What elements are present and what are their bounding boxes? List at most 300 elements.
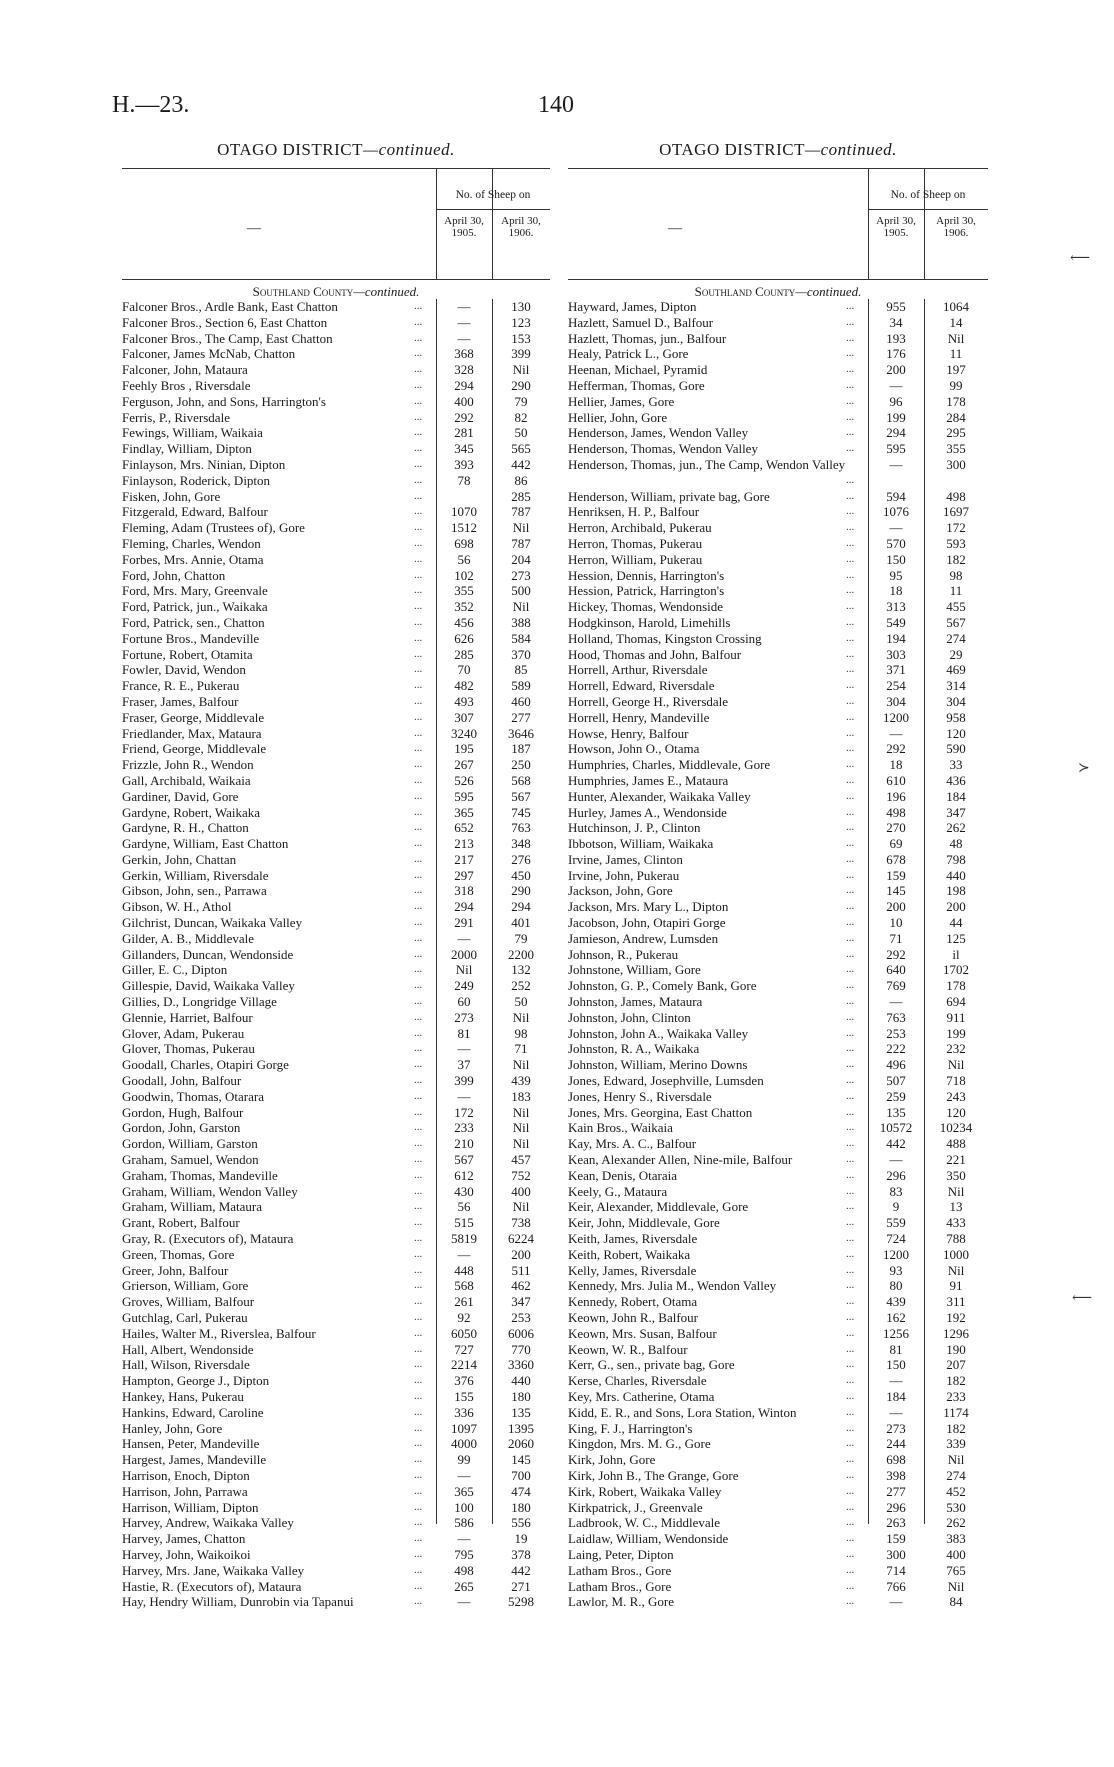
owner-name: Henriksen, H. P., Balfour [568, 504, 700, 520]
sheep-count-1905: 102 [454, 567, 474, 583]
sheep-count-1906: 460 [511, 693, 531, 709]
leader-dots: ... [414, 457, 423, 470]
sheep-count-1906: 199 [946, 1025, 966, 1041]
owner-name: Falconer, James McNab, Chatton [122, 346, 296, 362]
table-row [568, 346, 988, 362]
owner-name: Henderson, James, Wendon Valley [568, 425, 749, 441]
leader-dots: ... [846, 505, 855, 518]
owner-name: Forbes, Mrs. Annie, Otama [122, 551, 264, 567]
table-row [568, 741, 988, 757]
table-row [568, 1278, 988, 1294]
owner-name: Ford, John, Chatton [122, 567, 226, 583]
sheep-count-1906: Nil [947, 330, 965, 346]
leader-dots: ... [846, 378, 855, 391]
table-row [568, 694, 988, 710]
owner-name: Glover, Adam, Pukerau [122, 1025, 245, 1041]
sheep-count-1906: 567 [511, 788, 531, 804]
sheep-count-1906: 6006 [508, 1325, 534, 1341]
sheep-count-1906: 79 [514, 930, 528, 946]
table-row [568, 883, 988, 899]
leader-dots: ... [846, 837, 855, 850]
leader-dots: ... [414, 1500, 423, 1513]
sheep-count-1905: — [457, 1594, 471, 1610]
sheep-count-1905: 244 [886, 1436, 906, 1452]
owner-name: Harrison, John, Parrawa [122, 1483, 248, 1499]
sheep-count-1905: 37 [457, 1057, 471, 1073]
leader-dots: ... [414, 584, 423, 597]
sheep-count-1906: 221 [946, 1152, 966, 1168]
owner-name: Hailes, Walter M., Riverslea, Balfour [122, 1325, 316, 1341]
table-row [122, 757, 550, 773]
table-row [122, 331, 550, 347]
sheep-count-1905: 496 [886, 1057, 906, 1073]
sheep-count-1906: 182 [946, 551, 966, 567]
owner-name: Grierson, William, Gore [122, 1278, 249, 1294]
sheep-count-1906: 243 [946, 1088, 966, 1104]
leader-dots: ... [846, 1042, 855, 1055]
sheep-count-1906: 589 [511, 678, 531, 694]
sheep-count-1906: 178 [946, 978, 966, 994]
table-row [568, 1089, 988, 1105]
sheep-count-1906: 262 [946, 820, 966, 836]
sheep-count-1906: 180 [511, 1499, 531, 1515]
sheep-count-1906: 311 [946, 1294, 966, 1310]
table-row [122, 1215, 550, 1231]
sheep-count-1906: 500 [511, 583, 531, 599]
sheep-count-1906: 290 [511, 377, 531, 393]
owner-name: Gordon, William, Garston [122, 1136, 258, 1152]
table-row [122, 583, 550, 599]
table-row [122, 1041, 550, 1057]
table-row [568, 315, 988, 331]
table-row [122, 299, 550, 315]
owner-name: Ford, Patrick, jun., Waikaka [122, 599, 268, 615]
table-row [122, 978, 550, 994]
table-row [122, 678, 550, 694]
owner-name: Gardyne, Robert, Waikaka [122, 804, 261, 820]
county-heading [122, 284, 550, 299]
table-row [568, 1468, 988, 1484]
right-column [568, 140, 988, 1610]
sheep-count-1906: 442 [511, 1562, 531, 1578]
sheep-count-1905: 328 [454, 362, 474, 378]
sheep-count-1905: 3240 [451, 725, 477, 741]
owner-name: Gardiner, David, Gore [122, 788, 239, 804]
sheep-count-1906: 452 [946, 1483, 966, 1499]
leader-dots: ... [414, 631, 423, 644]
table-row [122, 836, 550, 852]
sheep-count-1905: 200 [886, 362, 906, 378]
sheep-count-1906: 347 [946, 804, 966, 820]
sheep-count-1905: — [457, 314, 471, 330]
leader-dots: ... [414, 1342, 423, 1355]
sheep-count-1906: 91 [949, 1278, 963, 1294]
owner-name: Fleming, Adam (Trustees of), Gore [122, 520, 305, 536]
sheep-count-1906: 11 [949, 346, 963, 362]
sheep-count-1906: 182 [946, 1420, 966, 1436]
name-column-header: — [668, 221, 682, 236]
sheep-count-1905: Nil [455, 962, 473, 978]
table-row [568, 599, 988, 615]
owner-name: Graham, Samuel, Wendon [122, 1152, 259, 1168]
sheep-count-1906: 153 [511, 330, 531, 346]
sheep-count-1905: 100 [454, 1499, 474, 1515]
sheep-count-1906: 399 [511, 346, 531, 362]
leader-dots: ... [846, 679, 855, 692]
leader-dots: ... [846, 521, 855, 534]
district-title-suffix: —continued. [804, 140, 897, 159]
owner-name: Hellier, John, Gore [568, 409, 668, 425]
sheep-count-1906: Nil [947, 1262, 965, 1278]
leader-dots: ... [846, 315, 855, 328]
owner-name: Keir, Alexander, Middlevale, Gore [568, 1199, 749, 1215]
sheep-count-1905: 285 [454, 646, 474, 662]
leader-dots: ... [414, 394, 423, 407]
sheep-count-1906: 455 [946, 599, 966, 615]
district-title-suffix: —continued. [362, 140, 455, 159]
table-row [568, 994, 988, 1010]
leader-dots: ... [414, 995, 423, 1008]
table-row [122, 883, 550, 899]
leader-dots: ... [846, 300, 855, 312]
sheep-count-1906: 593 [946, 535, 966, 551]
leader-dots: ... [846, 410, 855, 423]
sheep-count-1906: 798 [946, 851, 966, 867]
sheep-count-1906: 14 [949, 314, 963, 330]
sheep-count-1906: 530 [946, 1499, 966, 1515]
sheep-count-1906: 232 [946, 1041, 966, 1057]
sheep-count-1905: 595 [454, 788, 474, 804]
leader-dots: ... [414, 805, 423, 818]
sheep-count-1905: — [457, 1531, 471, 1547]
owner-name: Hankins, Edward, Caroline [122, 1404, 264, 1420]
leader-dots: ... [846, 947, 855, 960]
district-title [122, 140, 550, 168]
leader-dots: ... [414, 931, 423, 944]
sheep-count-1906: 355 [946, 441, 966, 457]
sheep-count-1905: 273 [454, 1009, 474, 1025]
leader-dots: ... [846, 1184, 855, 1197]
sheep-count-1905: 595 [886, 441, 906, 457]
sheep-count-1905: 456 [454, 614, 474, 630]
sheep-count-1906: il [952, 946, 960, 962]
owner-name: Falconer Bros., The Camp, East Chatton [122, 330, 333, 346]
leader-dots: ... [414, 1074, 423, 1087]
sheep-count-1905: 56 [457, 551, 471, 567]
leader-dots: ... [414, 663, 423, 676]
leader-dots: ... [846, 742, 855, 755]
sheep-count-1906: Nil [512, 1057, 530, 1073]
sheep-count-1906: 718 [946, 1073, 966, 1089]
table-row [122, 789, 550, 805]
leader-dots: ... [846, 1105, 855, 1118]
owner-name: Gray, R. (Executors of), Mataura [122, 1231, 294, 1247]
owner-name: Hansen, Peter, Mandeville [122, 1436, 260, 1452]
sheep-count-1906: 11 [949, 583, 963, 599]
owner-name: Hastie, R. (Executors of), Mataura [122, 1578, 302, 1594]
leader-dots: ... [414, 979, 423, 992]
table-row [122, 1168, 550, 1184]
table-row [122, 1073, 550, 1089]
sheep-count-1905: 549 [886, 614, 906, 630]
owner-name: Fitzgerald, Edward, Balfour [122, 504, 268, 520]
owner-name: Frizzle, John R., Wendon [122, 757, 254, 773]
table-row [568, 378, 988, 394]
sheep-count-1906: 488 [946, 1136, 966, 1152]
owner-name: Hession, Patrick, Harrington's [568, 583, 725, 599]
table-row [568, 757, 988, 773]
owner-name: Goodall, John, Balfour [122, 1073, 242, 1089]
sheep-count-1905: — [457, 1246, 471, 1262]
sheep-count-1905: 698 [886, 1452, 906, 1468]
sheep-count-1905: 430 [454, 1183, 474, 1199]
sheep-count-1906: 765 [946, 1562, 966, 1578]
sheep-count-1906: 590 [946, 741, 966, 757]
year-1906-header [492, 215, 550, 239]
name-column-header: — [247, 221, 261, 236]
owner-name: Gillies, D., Longridge Village [122, 994, 277, 1010]
table-row [122, 1310, 550, 1326]
owner-name: Johnston, William, Merino Downs [568, 1057, 748, 1073]
table-row [122, 726, 550, 742]
leader-dots: ... [414, 1547, 423, 1560]
leader-dots: ... [414, 473, 423, 486]
sheep-count-1905: 297 [454, 867, 474, 883]
table-row [122, 568, 550, 584]
table-row [122, 1184, 550, 1200]
owner-name: Hargest, James, Mandeville [122, 1452, 267, 1468]
leader-dots: ... [414, 505, 423, 518]
sheep-count-1906: 120 [946, 1104, 966, 1120]
table-row [122, 1531, 550, 1547]
sheep-count-1905: 273 [886, 1420, 906, 1436]
table-row [568, 425, 988, 441]
county-suffix: —continued. [353, 284, 420, 299]
sheep-count-1905: 259 [886, 1088, 906, 1104]
table-row [568, 1136, 988, 1152]
sheep-count-1906: 184 [946, 788, 966, 804]
leader-dots: ... [414, 1263, 423, 1276]
sheep-count-1905: 267 [454, 757, 474, 773]
owner-name: Kennedy, Mrs. Julia M., Wendon Valley [568, 1278, 777, 1294]
table-row [122, 710, 550, 726]
sheep-count-1906: 253 [511, 1310, 531, 1325]
table-row [122, 599, 550, 615]
sheep-count-1906: 187 [511, 741, 531, 757]
leader-dots: ... [414, 1168, 423, 1181]
sheep-count-1905: — [889, 456, 903, 472]
sheep-count-1906: 125 [946, 930, 966, 946]
leader-dots: ... [414, 1216, 423, 1229]
year-1906-header [924, 215, 988, 239]
sheep-count-1905: 336 [454, 1404, 474, 1420]
sheep-count-1905: 652 [454, 820, 474, 836]
owner-name: Kirk, Robert, Waikaka Valley [568, 1483, 722, 1499]
table-row [122, 1010, 550, 1026]
sheep-count-1905: 217 [454, 851, 474, 867]
table-row [122, 1026, 550, 1042]
table-row [568, 489, 988, 505]
sheep-count-1905: — [889, 520, 903, 536]
table-row [568, 1357, 988, 1373]
sheep-count-1905: 296 [886, 1167, 906, 1183]
leader-dots: ... [846, 1437, 855, 1450]
sheep-count-1905: 10572 [879, 1120, 913, 1136]
owner-name: Feehly Bros , Riversdale [122, 377, 251, 393]
sheep-count-1906: 183 [511, 1088, 531, 1104]
table-row [122, 1436, 550, 1452]
sheep-count-1905: 355 [454, 583, 474, 599]
leader-dots: ... [846, 331, 855, 344]
sheep-count-1905: 95 [889, 567, 903, 583]
owner-name: Henderson, Thomas, jun., The Camp, Wendon Valley [568, 456, 846, 472]
leader-dots: ... [414, 1232, 423, 1245]
leader-dots: ... [846, 1358, 855, 1371]
leader-dots: ... [414, 679, 423, 692]
sheep-count-1905: 10 [889, 915, 903, 931]
table-row [122, 504, 550, 520]
owner-name: Harrison, Enoch, Dipton [122, 1467, 250, 1483]
year-header-line: 1905. [451, 227, 477, 239]
sheep-count-1906: 440 [511, 1373, 531, 1389]
sheep-count-1905: 610 [886, 772, 906, 788]
owner-name: Howson, John O., Otama [568, 741, 700, 757]
leader-dots: ... [414, 821, 423, 834]
sheep-count-1905: — [457, 1467, 471, 1483]
table-row [568, 662, 988, 678]
sheep-count-1906: 304 [946, 693, 966, 709]
sheep-count-1905: 626 [454, 630, 474, 646]
owner-name: Fisken, John, Gore [122, 488, 221, 504]
sheep-count-1906: Nil [947, 1452, 965, 1468]
leader-dots: ... [846, 916, 855, 929]
owner-name: Finlayson, Mrs. Ninian, Dipton [122, 456, 286, 472]
owner-name: Ladbrook, W. C., Middlevale [568, 1515, 721, 1531]
sheep-count-1906: 1296 [943, 1325, 969, 1341]
leader-dots: ... [846, 647, 855, 660]
owner-name: Jones, Henry S., Riversdale [568, 1088, 712, 1104]
sheep-count-1906: 400 [946, 1546, 966, 1562]
owner-name: Glover, Thomas, Pukerau [122, 1041, 255, 1057]
sheep-count-1905: 71 [889, 930, 903, 946]
sheep-count-1906: 6224 [508, 1231, 534, 1247]
table-row [568, 1184, 988, 1200]
leader-dots: ... [414, 1105, 423, 1118]
table-row [122, 899, 550, 915]
table-row [568, 915, 988, 931]
table-row [568, 362, 988, 378]
owner-name: Jackson, Mrs. Mary L., Dipton [568, 899, 729, 915]
owner-name: Finlayson, Roderick, Dipton [122, 472, 271, 488]
owner-name: Hood, Thomas and John, Balfour [568, 646, 742, 662]
year-header-line: 1905. [883, 227, 909, 239]
sheep-count-1906: 584 [511, 630, 531, 646]
table-row [568, 583, 988, 599]
sheep-count-1906: 84 [949, 1594, 963, 1610]
sheep-count-1905: 498 [454, 1562, 474, 1578]
sheep-count-1905: 159 [886, 867, 906, 883]
margin-mark: ⟵ [1072, 1291, 1093, 1306]
leader-dots: ... [846, 1405, 855, 1418]
sheep-count-1906: 1064 [943, 299, 969, 314]
leader-dots: ... [846, 552, 855, 565]
table-row [122, 552, 550, 568]
table-row [122, 694, 550, 710]
table-row [122, 1468, 550, 1484]
table-row [568, 1263, 988, 1279]
owner-name: Horrell, Arthur, Riversdale [568, 662, 708, 678]
table-row [122, 1515, 550, 1531]
table-row [122, 662, 550, 678]
table-row [568, 1500, 988, 1516]
leader-dots: ... [846, 568, 855, 581]
sheep-count-1905: 5819 [451, 1231, 477, 1247]
sheep-count-1906: 439 [511, 1073, 531, 1089]
sheep-count-1906: 250 [511, 757, 531, 773]
sheep-count-1905: 398 [886, 1467, 906, 1483]
table-row [568, 1515, 988, 1531]
sheep-count-1905: 678 [886, 851, 906, 867]
leader-dots: ... [414, 758, 423, 771]
sheep-count-1906: 300 [946, 456, 966, 472]
owner-name: Johnstone, William, Gore [568, 962, 701, 978]
sheep-count-1905: 1076 [883, 504, 909, 520]
owner-name: Herron, Thomas, Pukerau [568, 535, 703, 551]
sheep-count-1905: 594 [886, 488, 906, 504]
table-row [122, 1231, 550, 1247]
owner-name: Heenan, Michael, Pyramid [568, 362, 708, 378]
sheep-count-1905: 300 [886, 1546, 906, 1562]
leader-dots: ... [414, 1579, 423, 1592]
sheep-count-1906: 3646 [508, 725, 534, 741]
district-title [568, 140, 988, 168]
table-row [568, 1199, 988, 1215]
owner-name: Johnston, John A., Waikaka Valley [568, 1025, 749, 1041]
table-row [122, 1152, 550, 1168]
sheep-count-1905: 313 [886, 599, 906, 615]
table-row [122, 346, 550, 362]
table-row [122, 1120, 550, 1136]
owner-name: Hurley, James A., Wendonside [568, 804, 727, 820]
owner-name: Gall, Archibald, Waikaia [122, 772, 251, 788]
sheep-count-1905: 270 [886, 820, 906, 836]
sheep-count-1905: 18 [889, 757, 903, 773]
sheep-count-1905: 727 [454, 1341, 474, 1357]
sheep-count-1906: 130 [511, 299, 531, 314]
table-row [568, 1073, 988, 1089]
leader-dots: ... [846, 868, 855, 881]
leader-dots: ... [846, 1121, 855, 1134]
leader-dots: ... [414, 1484, 423, 1497]
table-row [122, 410, 550, 426]
owner-name: Ferguson, John, and Sons, Harrington's [122, 393, 326, 409]
district-title-text: OTAGO DISTRICT [217, 140, 363, 159]
sheep-count-1905: 498 [886, 804, 906, 820]
owner-name: Healy, Patrick L., Gore [568, 346, 689, 362]
sheep-count-1905: 1070 [451, 504, 477, 520]
leader-dots: ... [846, 1484, 855, 1497]
owner-name: Ferris, P., Riversdale [122, 409, 230, 425]
owner-name: Horrell, Henry, Mandeville [568, 709, 710, 725]
table-row [122, 1484, 550, 1500]
table-row [568, 947, 988, 963]
owner-name: Falconer Bros., Ardle Bank, East Chatton [122, 299, 338, 314]
sheep-count-1906: 401 [511, 915, 531, 931]
table-row [122, 441, 550, 457]
sheep-count-1905: 99 [457, 1452, 471, 1468]
owner-name: Jackson, John, Gore [568, 883, 673, 899]
sheep-count-1906: 262 [946, 1515, 966, 1531]
